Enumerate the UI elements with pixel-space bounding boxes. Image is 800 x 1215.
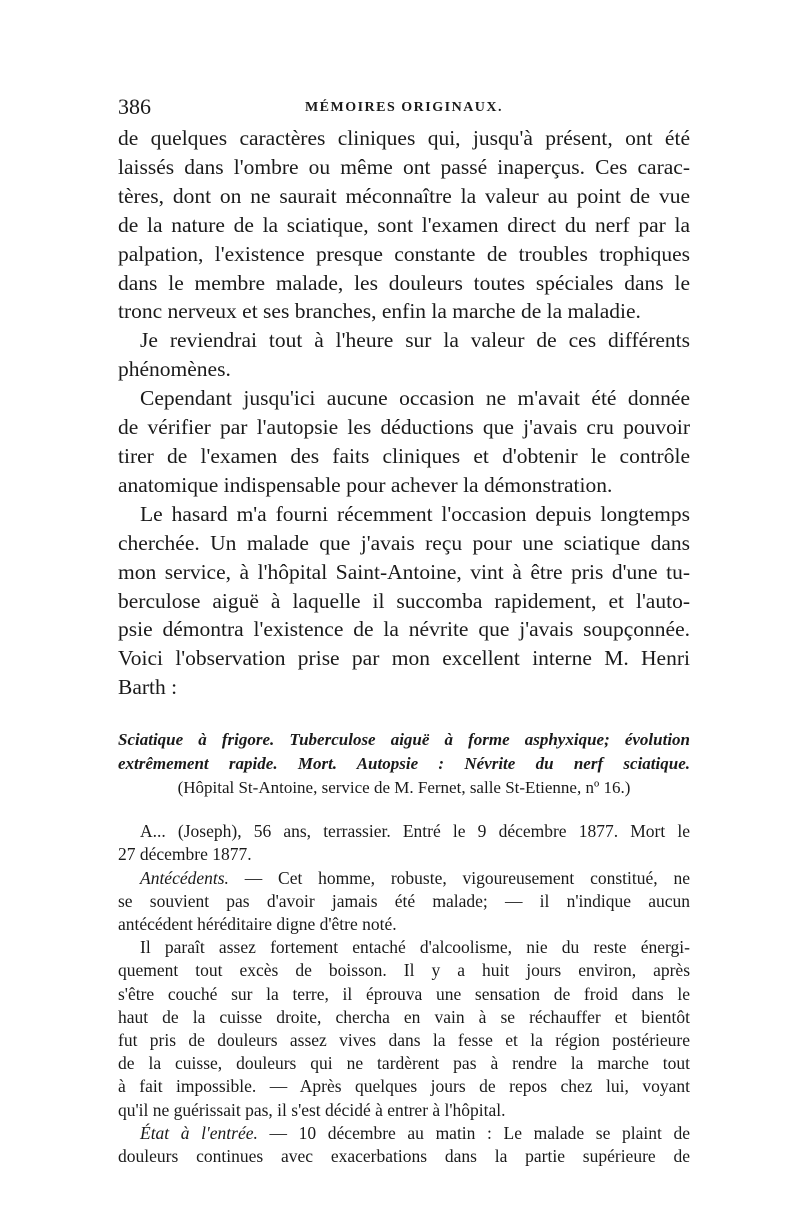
paragraph-4 [118, 500, 690, 702]
paragraph-3 [118, 384, 690, 500]
entry-label: État à l'entrée. [140, 1122, 258, 1143]
text-line: de quelques caractères cliniques qui, jusqu'à présent, ont été [118, 126, 690, 150]
spacer [118, 800, 690, 820]
text-line: dans le membre malade, les douleurs toutes spéciales dans le [118, 270, 690, 295]
observation-title-line: Sciatique à frigore. Tuberculose aiguë à forme asphyxique; évolution [118, 730, 690, 750]
text-line: Il paraît assez fortement entaché d'alcoolisme, nie du reste énergi- [140, 937, 690, 958]
observation-body [118, 820, 690, 1168]
text-line: tères, dont on ne saurait méconnaître la valeur au point de vue [118, 183, 690, 208]
paragraph-2 [118, 326, 690, 384]
text-line: cherchée. Un malade que j'avais reçu pour une sciatique dans [118, 530, 690, 555]
text-line: Voici l'observation prise par mon excellent interne M. Henri [118, 646, 690, 671]
antecedents-line [118, 867, 690, 890]
text-line: qu'il ne guérissait pas, il s'est décidé à entrer à l'hôpital. [118, 1099, 506, 1120]
text-line: de la cuisse, douleurs qui ne tardèrent pas à rendre la marche tout [118, 1053, 690, 1074]
text-run: — 10 décembre au matin : Le malade se plaint de [257, 1122, 690, 1143]
page-body [118, 124, 690, 1168]
text-line: douleurs continues avec exacerbations dans la partie supérieure de [118, 1145, 690, 1166]
text-line: Barth : [118, 675, 178, 700]
text-line: tirer de l'examen des faits cliniques et d'obtenir le contrôle [118, 443, 690, 468]
text-run: — Cet homme, robuste, vigoureusement constitué, ne [228, 867, 690, 888]
text-line: psie démontra l'existence de la névrite que j'avais soupçonnée. [118, 617, 690, 642]
text-line: antécédent héréditaire digne d'être noté. [118, 913, 397, 934]
text-line: Le hasard m'a fourni récemment l'occasion depuis longtemps [140, 501, 690, 526]
text-line: quement tout excès de boisson. Il y a huit jours environ, après [118, 960, 690, 981]
text-line: haut de la cuisse droite, chercha en vain à se réchauffer et bientôt [118, 1006, 690, 1027]
paragraph-1 [118, 124, 690, 326]
text-line: mon service, à l'hôpital Saint-Antoine, vint à être pris d'une tu- [118, 559, 690, 584]
text-line: se souvient pas d'avoir jamais été malade; — il n'indique aucun [118, 890, 690, 911]
observation-title [118, 728, 690, 800]
running-title: MÉMOIRES ORIGINAUX. [304, 100, 504, 115]
text-line: à fait impossible. — Après quelques jours de repos chez lui, voyant [118, 1076, 690, 1097]
text-line: de la nature de la sciatique, sont l'examen direct du nerf par la [118, 212, 690, 237]
page-header [118, 92, 690, 122]
text-line: A... (Joseph), 56 ans, terrassier. Entré le 9 décembre 1877. Mort le [140, 821, 690, 842]
text-line: s'être couché sur la terre, il éprouva une sensation de froid dans le [118, 983, 690, 1004]
spacer [118, 702, 690, 728]
text-line: anatomique indispensable pour achever la démonstration. [118, 472, 613, 497]
text-line: 27 décembre 1877. [118, 844, 252, 865]
observation-source: (Hôpital St-Antoine, service de M. Fernet, salle St-Etienne, nº 16.) [177, 778, 631, 798]
text-line: de vérifier par l'autopsie les déductions que j'avais cru pouvoir [118, 415, 690, 440]
text-line: berculose aiguë à laquelle il succomba rapidement, et l'auto- [118, 588, 690, 613]
text-line: laissés dans l'ombre ou même ont passé inaperçus. Ces carac- [118, 154, 690, 179]
page-number: 386 [118, 94, 151, 119]
text-line: palpation, l'existence presque constante de troubles trophiques [118, 241, 690, 266]
text-line: phénomènes. [118, 357, 231, 382]
text-line: fut pris de douleurs assez vives dans la fesse et la région postérieure [118, 1029, 690, 1050]
text-line: Cependant jusqu'ici aucune occasion ne m'avait été donnée [140, 386, 690, 411]
text-line: Je reviendrai tout à l'heure sur la valeur de ces différents [140, 328, 690, 353]
entry-line [118, 1122, 690, 1145]
antecedents-label: Antécédents. [140, 867, 229, 888]
observation-title-line: extrêmement rapide. Mort. Autopsie : Névrite du nerf sciatique. [118, 754, 690, 774]
text-line: tronc nerveux et ses branches, enfin la marche de la maladie. [118, 299, 641, 324]
